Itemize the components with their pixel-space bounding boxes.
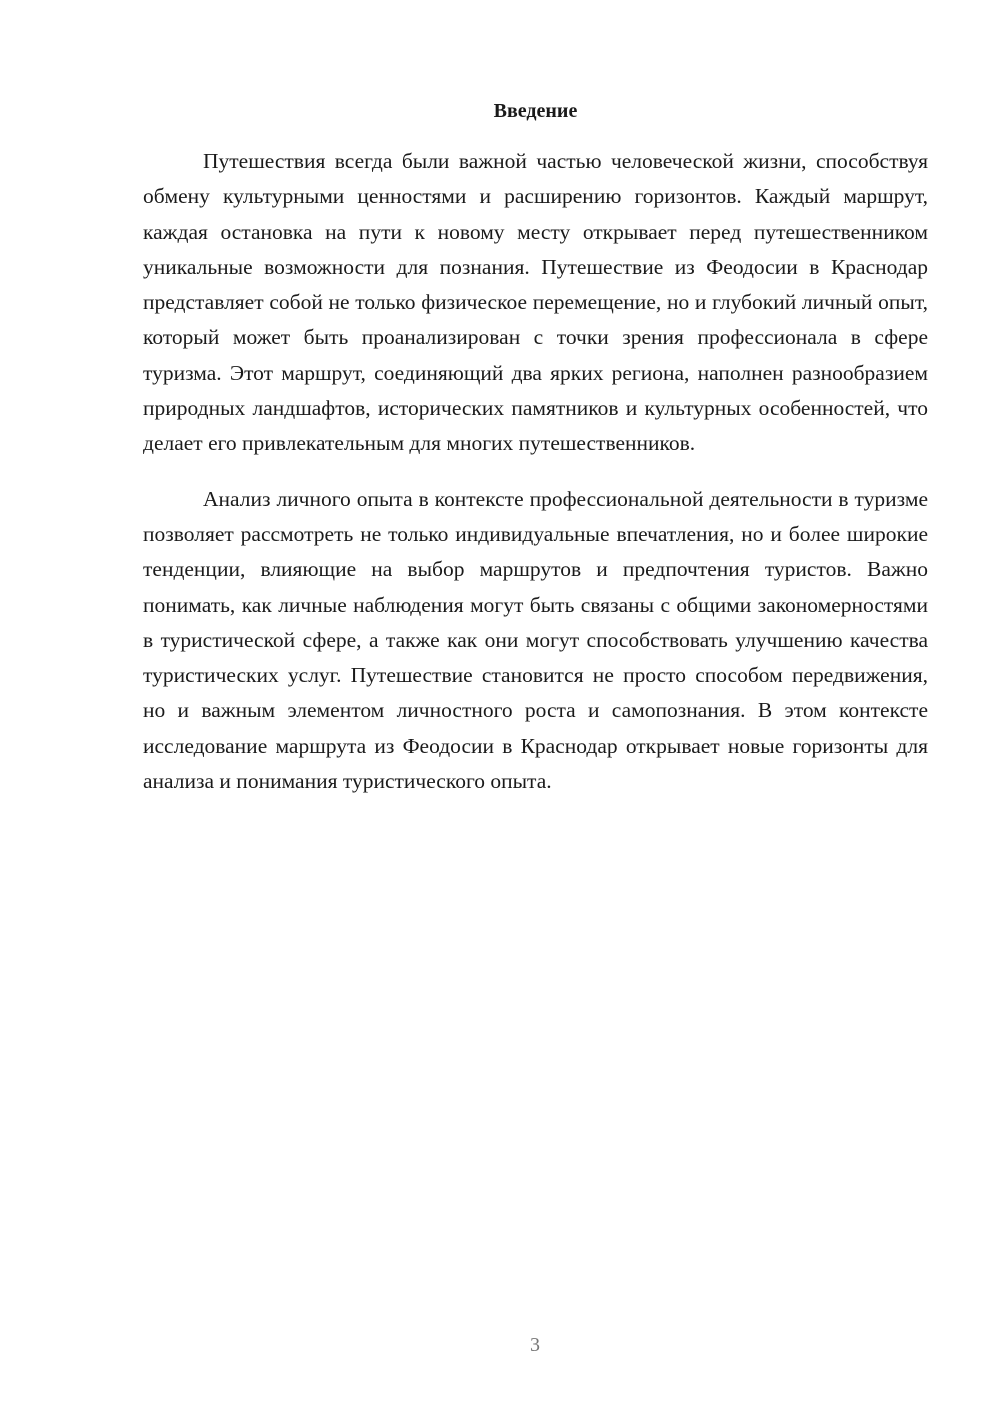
section-title: Введение [493,100,578,122]
paragraph-1: Путешествия всегда были важной частью человеческой жизни, способствуя обмену культурными ценностями и расширению горизонтов. Каждый маршрут, каждая остановка на пути к новому месту открывает перед путешественником уникальные возможности для познания. Путешествие из Феодосии в Краснодар представляет собой не только физическое перемещение, но и глубокий личный опыт, который может быть проанализирован с точки зрения профессионала в сфере туризма. Этот маршрут, соединяющий два ярких региона, наполнен разнообразием природных ландшафтов, исторических памятников и культурных особенностей, что делает его привлекательным для многих путешественников. [143,149,928,456]
page-number: 3 [530,1334,540,1356]
paragraph-2: Анализ личного опыта в контексте профессиональной деятельности в туризме позволяет рассмотреть не только индивидуальные впечатления, но и более широкие тенденции, влияющие на выбор маршрутов и предпочтения туристов. Важно понимать, как личные наблюдения могут быть связаны с общими закономерностями в туристической сфере, а также как они могут способствовать улучшению качества туристических услуг. Путешествие становится не просто способом передвижения, но и важным элементом личностного роста и самопознания. В этом контексте исследование маршрута из Феодосии в Краснодар открывает новые горизонты для анализа и понимания туристического опыта. [143,486,928,794]
page-content [143,96,928,799]
